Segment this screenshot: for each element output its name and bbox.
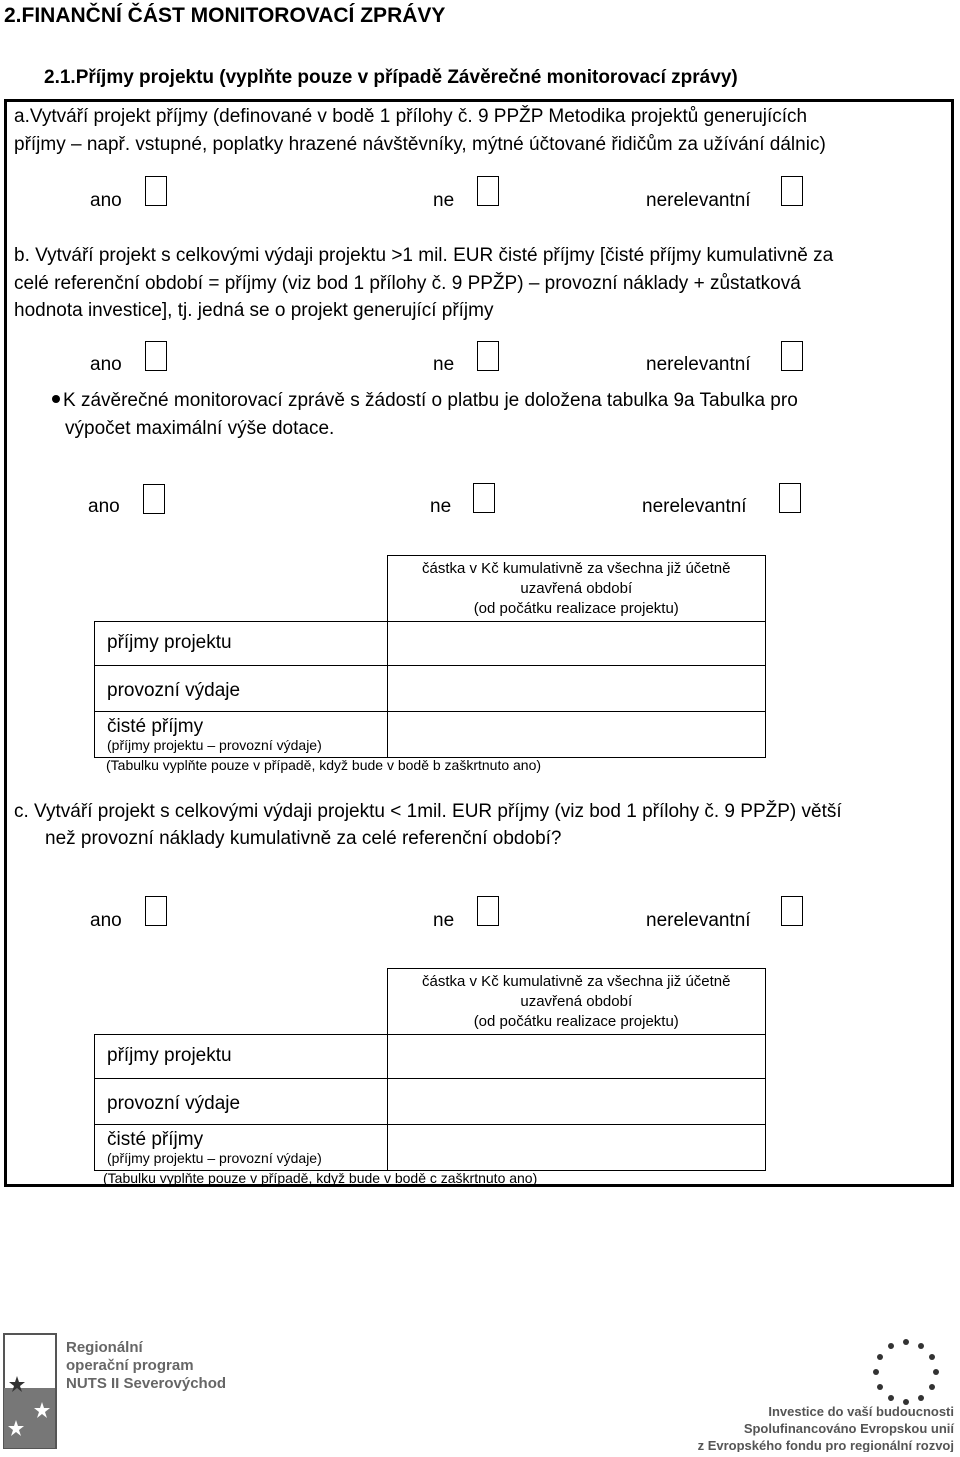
section-c-line2: než provozní náklady kumulativně za celé referenční období? (45, 828, 562, 849)
logo-text-line: operační program (66, 1357, 194, 1374)
bullet-icon (52, 395, 60, 403)
option-na-label: nerelevantní (646, 910, 751, 931)
table-b-note: (Tabulku vyplňte pouze v případě, když bude v bodě b zaškrtnuto ano) (106, 757, 542, 773)
option-no-label: ne (433, 354, 455, 375)
row-net-text: čisté příjmy (107, 1129, 204, 1150)
cell-income-value[interactable] (387, 622, 766, 666)
row-label-costs (95, 1079, 388, 1125)
section-b-line1: b. Vytváří projekt s celkovými výdaji projektu >1 mil. EUR čisté příjmy [čisté příjmy kumulativně za (14, 245, 834, 266)
bullet-line2: výpočet maximální výše dotace. (65, 418, 335, 439)
option-no-label: ne (433, 910, 455, 931)
checkbox-c-na[interactable] (781, 896, 803, 926)
income-table-c (94, 968, 766, 1171)
bullet-text: K závěrečné monitorovací zprávě s žádostí o platbu je doložena tabulka 9a Tabulka pro (63, 390, 798, 411)
option-yes-label: ano (88, 496, 120, 517)
eu-text-line: z Evropského fondu pro regionální rozvoj (697, 1438, 954, 1452)
rop-logo (4, 1334, 56, 1448)
checkbox-c-no[interactable] (477, 896, 499, 926)
checkbox-b-no[interactable] (477, 341, 499, 371)
row-label-income (95, 1035, 388, 1079)
table-header (387, 556, 766, 622)
row-net-note: (příjmy projektu – provozní výdaje) (107, 737, 322, 753)
footer-logos (0, 1320, 960, 1452)
option-na-label: nerelevantní (646, 354, 751, 375)
table-corner (95, 556, 388, 622)
eu-flag (873, 1339, 939, 1405)
section-b-line3: hodnota investice], tj. jedná se o projekt generující příjmy (14, 300, 494, 321)
row-label-income (95, 622, 388, 666)
checkbox-b-na[interactable] (781, 341, 803, 371)
page-title: 2.FINANČNÍ ČÁST MONITOROVACÍ ZPRÁVY (4, 4, 446, 27)
logo-text-line: NUTS II Severovýchod (66, 1375, 227, 1392)
option-na-label: nerelevantní (646, 190, 751, 211)
checkbox-b-yes[interactable] (145, 341, 167, 371)
table-header-line: částka v Kč kumulativně za všechna již účetně (422, 560, 731, 577)
footer (0, 1320, 960, 1452)
row-label-costs (95, 666, 388, 712)
rop-logo-text (66, 1339, 226, 1392)
table-corner (95, 969, 388, 1035)
row-costs-text: provozní výdaje (107, 680, 241, 701)
cell-net-value[interactable] (387, 1125, 766, 1171)
option-yes-label: ano (90, 354, 122, 375)
table-header-line: uzavřená období (520, 580, 633, 597)
cell-income-value[interactable] (387, 1035, 766, 1079)
row-income-text: příjmy projektu (107, 1045, 232, 1066)
section-a-line1: a.Vytváří projekt příjmy (definované v bodě 1 přílohy č. 9 PPŽP Metodika projektů generujících (14, 106, 808, 127)
eu-text-line: Spolufinancováno Evropskou unií (743, 1421, 954, 1436)
table-header-line: (od počátku realizace projektu) (473, 600, 679, 617)
checkbox-a-no[interactable] (477, 176, 499, 206)
option-no-label: ne (430, 496, 452, 517)
option-no-label: ne (433, 190, 455, 211)
row-net-text: čisté příjmy (107, 716, 204, 737)
checkbox-a-yes[interactable] (145, 176, 167, 206)
option-yes-label: ano (90, 910, 122, 931)
income-table-b (94, 555, 766, 758)
checkbox-c-yes[interactable] (145, 896, 167, 926)
checkbox-a-na[interactable] (781, 176, 803, 206)
row-label-net (95, 1125, 388, 1171)
section-a-line2: příjmy – např. vstupné, poplatky hrazené návštěvníky, mýtné účtované řidičům za užívání dálnic) (14, 134, 826, 155)
checkbox-bullet-yes[interactable] (143, 484, 165, 514)
option-na-label: nerelevantní (642, 496, 747, 517)
logo-text-line: Regionální (66, 1339, 143, 1356)
checkbox-bullet-na[interactable] (779, 483, 801, 513)
cell-costs-value[interactable] (387, 1079, 766, 1125)
row-net-note: (příjmy projektu – provozní výdaje) (107, 1150, 322, 1166)
bullet-line1 (52, 387, 798, 415)
table-header-line: (od počátku realizace projektu) (473, 1013, 679, 1030)
table-header (387, 969, 766, 1035)
eu-text (698, 1404, 955, 1452)
section-b-line2: celé referenční období = příjmy (viz bod 1 přílohy č. 9 PPŽP) – provozní náklady + zůstatková (14, 273, 801, 294)
option-yes-label: ano (90, 190, 122, 211)
cell-net-value[interactable] (387, 712, 766, 758)
row-label-net (95, 712, 388, 758)
section-heading: 2.1.Příjmy projektu (vyplňte pouze v případě Závěrečné monitorovací zprávy) (44, 67, 738, 88)
cell-costs-value[interactable] (387, 666, 766, 712)
table-c-note: (Tabulku vyplňte pouze v případě, když bude v bodě c zaškrtnuto ano) (103, 1170, 538, 1186)
table-header-line: uzavřená období (520, 993, 633, 1010)
eu-text-line: Investice do vaší budoucnosti (768, 1404, 954, 1419)
table-header-line: částka v Kč kumulativně za všechna již účetně (422, 973, 731, 990)
checkbox-bullet-no[interactable] (473, 483, 495, 513)
row-income-text: příjmy projektu (107, 632, 232, 653)
row-costs-text: provozní výdaje (107, 1093, 241, 1114)
section-c-line1: c. Vytváří projekt s celkovými výdaji projektu < 1mil. EUR příjmy (viz bod 1 přílohy č. 9 PPŽP) větší (14, 801, 842, 822)
